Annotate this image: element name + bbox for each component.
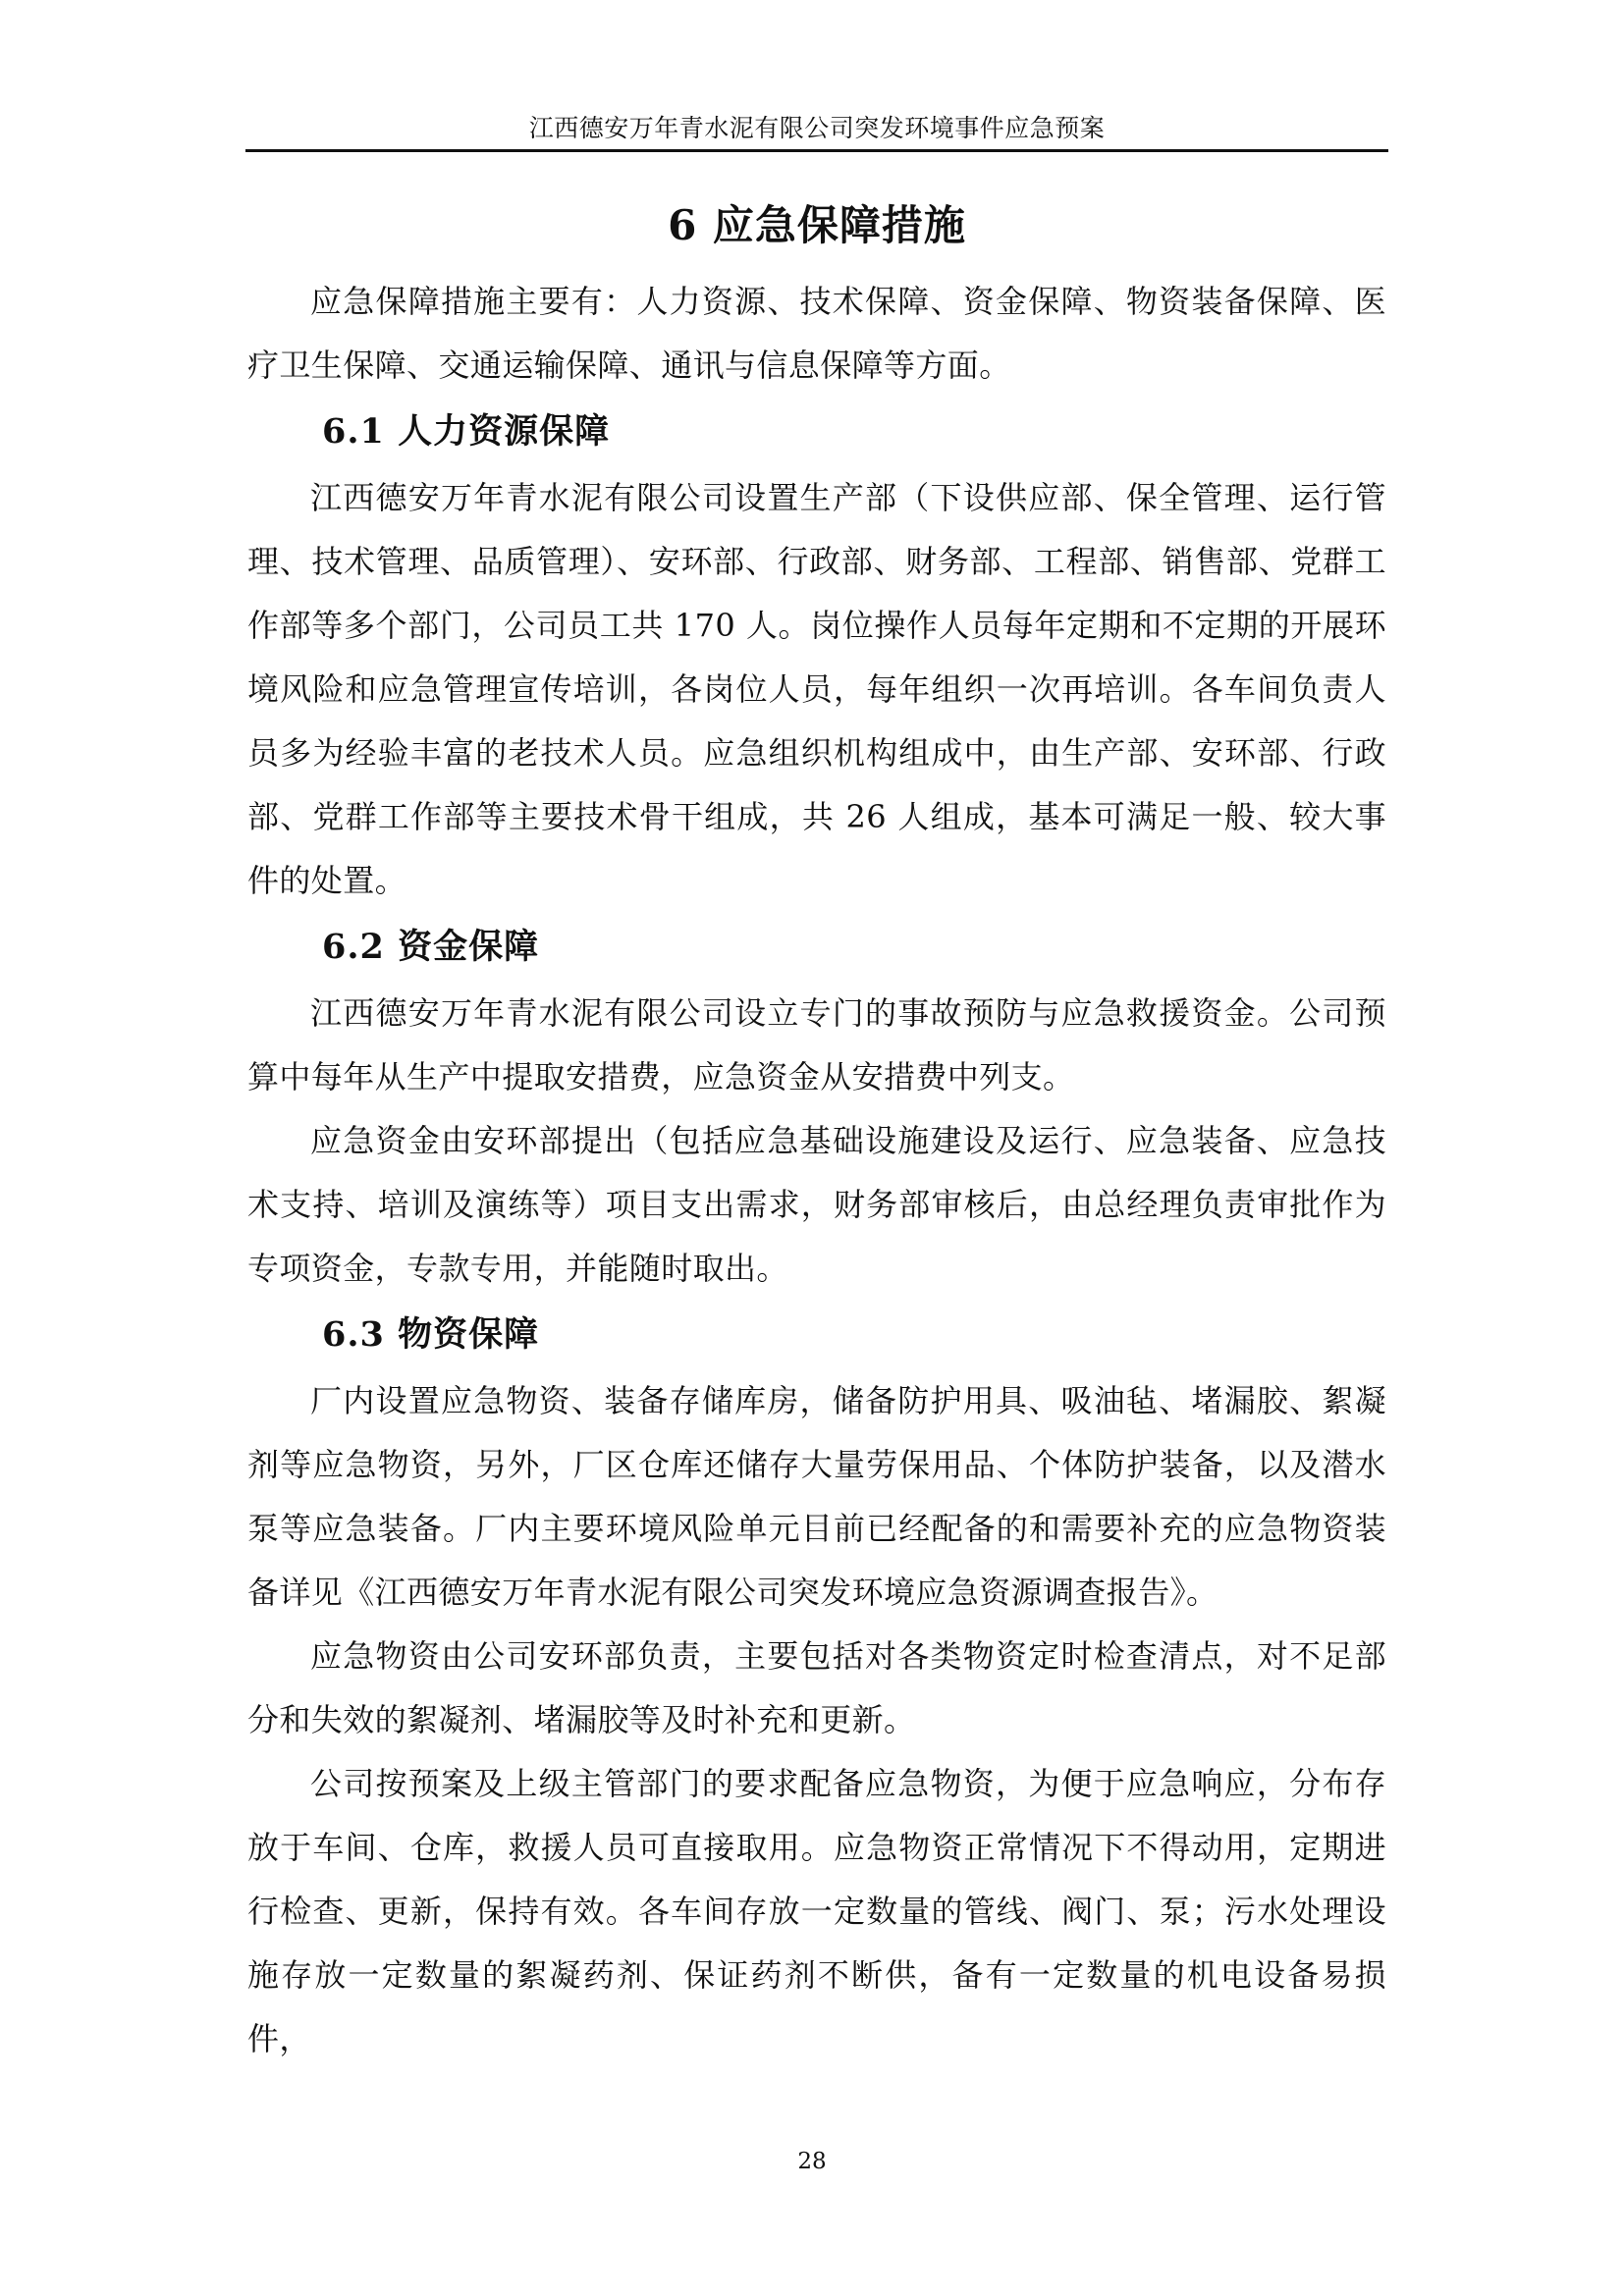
header-divider	[245, 149, 1388, 152]
section-6-2-paragraph-2: 应急资金由安环部提出（包括应急基础设施建设及运行、应急装备、应急技术支持、培训及演练等）项目支出需求，财务部审核后，由总经理负责审批作为专项资金，专款专用，并能随时取出。	[247, 1122, 1386, 1287]
page-number: 28	[797, 2149, 827, 2174]
section-6-1-paragraph-1: 江西德安万年青水泥有限公司设置生产部（下设供应部、保全管理、运行管理、技术管理、品质管理）、安环部、行政部、财务部、工程部、销售部、党群工作部等多个部门，公司员工共 170 人。岗位操作人员每年定期和不定期的开展环境风险和应急管理宣传培训，各岗位人员，每年组织一次再培训。各车间负责人员多为经验丰富的老技术人员。应急组织机构组成中，由生产部、安环部、行政部、党群工作部等主要技术骨干组成，共 26 人组成，基本可满足一般、较大事件的处置。	[247, 479, 1386, 899]
section-title-6-2: 6.2 资金保障	[322, 927, 540, 967]
section-6-2-paragraph-1: 江西德安万年青水泥有限公司设立专门的事故预防与应急救援资金。公司预算中每年从生产中提取安措费，应急资金从安措费中列支。	[247, 994, 1386, 1095]
page-header: 江西德安万年青水泥有限公司突发环境事件应急预案	[528, 114, 1106, 142]
section-6-3-paragraph-1: 厂内设置应急物资、装备存储库房，储备防护用具、吸油毡、堵漏胶、絮凝剂等应急物资，另外，厂区仓库还储存大量劳保用品、个体防护装备，以及潜水泵等应急装备。厂内主要环境风险单元目前已经配备的和需要补充的应急物资装备详见《江西德安万年青水泥有限公司突发环境应急资源调查报告》。	[247, 1382, 1386, 1611]
section-title-6-3: 6.3 物资保障	[322, 1314, 540, 1355]
section-6-3-paragraph-3: 公司按预案及上级主管部门的要求配备应急物资，为便于应急响应，分布存放于车间、仓库，救援人员可直接取用。应急物资正常情况下不得动用，定期进行检查、更新，保持有效。各车间存放一定数量的管线、阀门、泵；污水处理设施存放一定数量的絮凝药剂、保证药剂不断供，备有一定数量的机电设备易损件，	[247, 1765, 1386, 2057]
section-title-6-1: 6.1 人力资源保障	[322, 411, 611, 452]
document-body	[247, 191, 1386, 2071]
section-6-3-paragraph-2: 应急物资由公司安环部负责，主要包括对各类物资定时检查清点，对不足部分和失效的絮凝剂、堵漏胶等及时补充和更新。	[247, 1637, 1386, 1738]
chapter-title: 6 应急保障措施	[668, 201, 966, 249]
chapter-intro-paragraph: 应急保障措施主要有：人力资源、技术保障、资金保障、物资装备保障、医疗卫生保障、交通运输保障、通讯与信息保障等方面。	[247, 283, 1386, 384]
